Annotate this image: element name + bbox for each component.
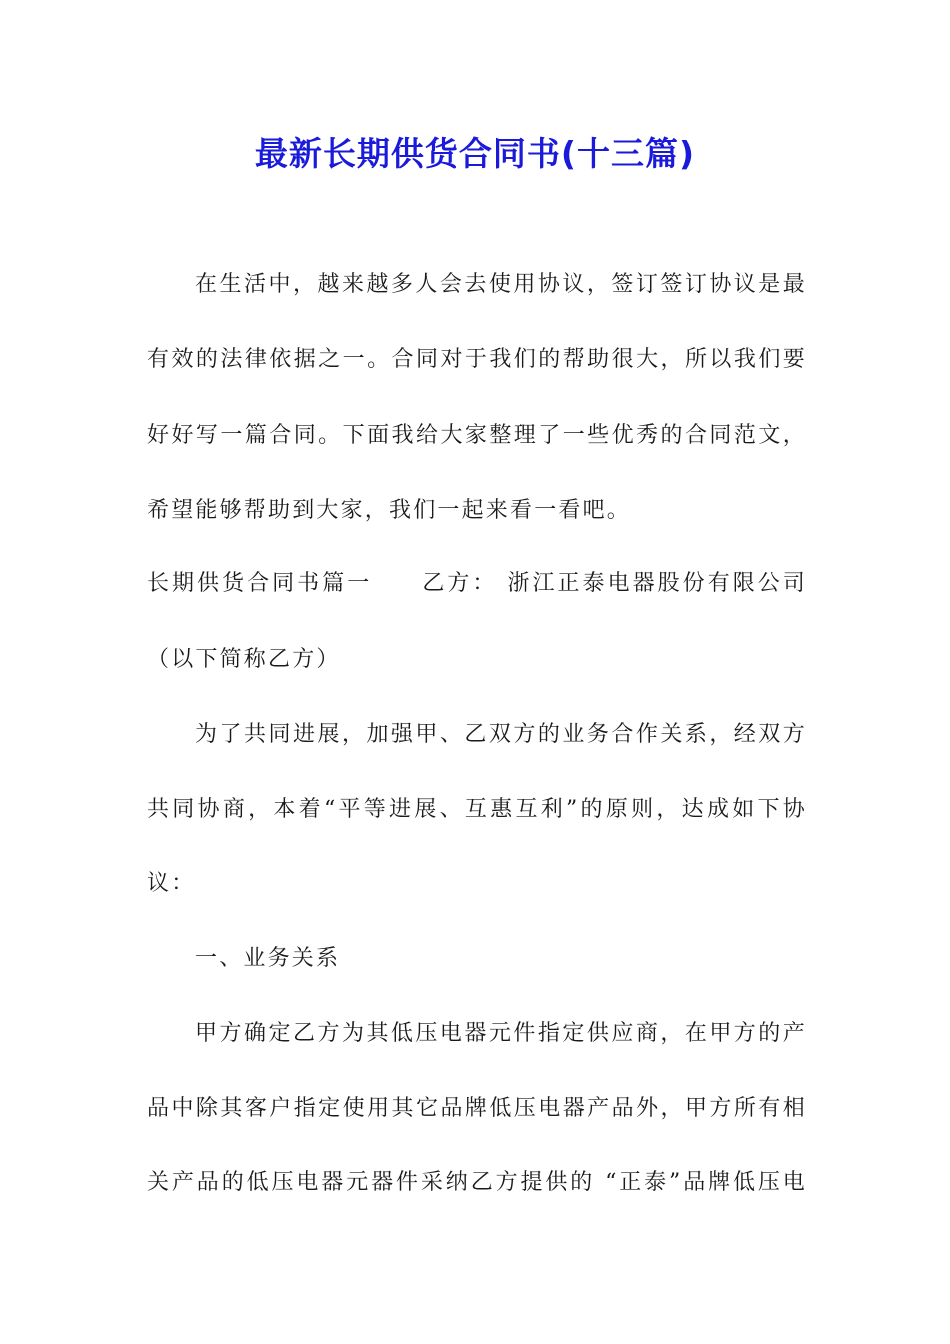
paragraph-line: 品中除其客户指定使用其它品牌低压电器产品外，甲方所有相: [147, 1096, 807, 1121]
paragraph-line: 好好写一篇合同。下面我给大家整理了一些优秀的合同范文，: [147, 423, 807, 448]
document-title: 最新长期供货合同书(十三篇): [254, 134, 696, 173]
clause-heading: 一、业务关系: [195, 946, 341, 971]
paragraph-line: 在生活中，越来越多人会去使用协议，签订签订协议是最: [195, 272, 807, 297]
paragraph-line: 有效的法律依据之一。合同对于我们的帮助很大，所以我们要: [147, 347, 807, 372]
paragraph-line: 希望能够帮助到大家，我们一起来看一看吧。: [147, 498, 632, 523]
paragraph-line: 为了共同进展，加强甲、乙双方的业务合作关系，经双方: [195, 722, 807, 747]
section-heading-line: 长期供货合同书篇一 乙方： 浙江正泰电器股份有限公司: [147, 571, 807, 596]
paragraph-line: 共同协商，本着“平等进展、互惠互利”的原则，达成如下协: [147, 797, 807, 822]
paragraph-line: 议：: [147, 871, 196, 896]
paragraph-line: （以下简称乙方）: [147, 647, 341, 672]
paragraph-line: 关产品的低压电器元器件采纳乙方提供的 “正泰”品牌低压电: [147, 1170, 807, 1195]
paragraph-line: 甲方确定乙方为其低压电器元件指定供应商，在甲方的产: [195, 1021, 807, 1046]
